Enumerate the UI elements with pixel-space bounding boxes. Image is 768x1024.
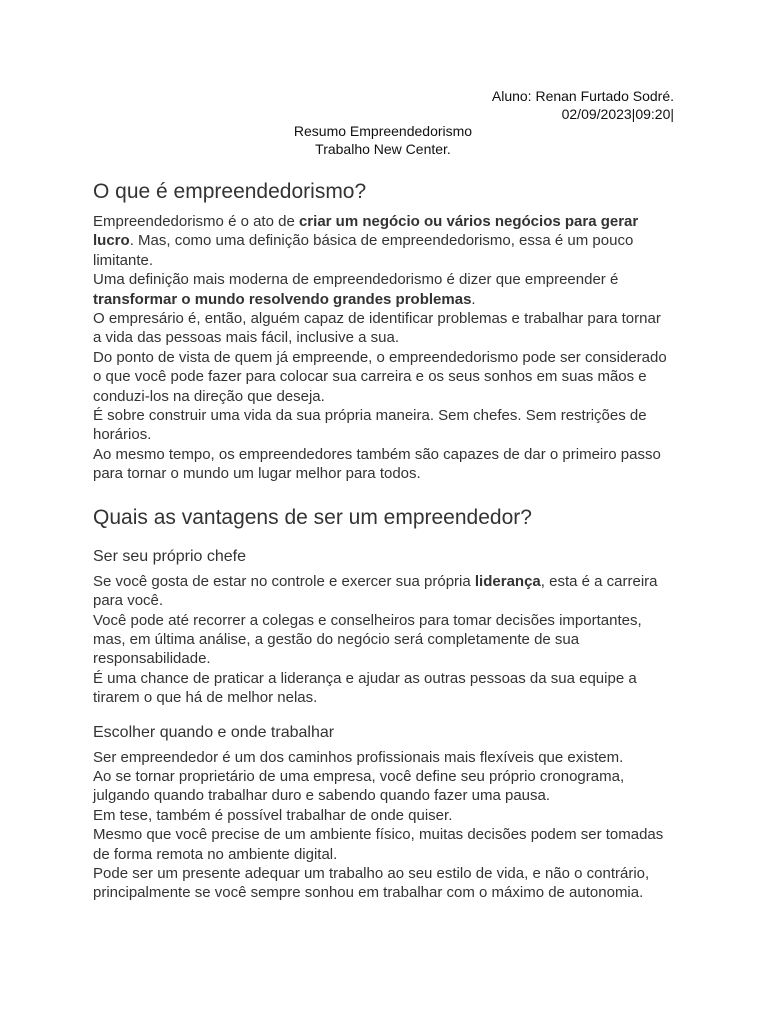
paragraph: Você pode até recorrer a colegas e conselheiros para tomar decisões importantes, mas, em última análise, a gestão do negócio será completamente de sua responsabilidade. [93,611,642,668]
text-run: . Mas, como uma definição básica de empreendedorismo, essa é um pouco limitante. [93,232,634,269]
text-run: Empreendedorismo é o ato de [93,213,299,230]
subsection-heading-when-where: Escolher quando e onde trabalhar [93,723,335,741]
document-title [0,122,766,158]
subsection-heading-own-boss: Ser seu próprio chefe [93,547,246,565]
text-run: Uma definição mais moderna de empreendedorismo é dizer que empreender é [93,271,619,289]
paragraph: É sobre construir uma vida da sua própria maneira. Sem chefes. Sem restrições de horários. [93,407,647,444]
paragraph: Pode ser um presente adequar um trabalho ao seu estilo de vida, e não o contrário, principalmente se você sempre sonhou em trabalhar com o máximo de autonomia. [93,864,650,902]
text-run: , esta é a carreira para você. [93,572,658,610]
text-run: Se você gosta de estar no controle e exercer sua própria [93,572,475,590]
bold-text: liderança [474,572,541,590]
section-heading-what-is: O que é empreendedorismo? [93,180,367,203]
paragraph [93,572,673,611]
paragraph: Ao mesmo tempo, os empreendedores também são capazes de dar o primeiro passo para tornar o mundo um lugar melhor para todos. [93,445,661,483]
paragraph: Ser empreendedor é um dos caminhos profissionais mais flexíveis que existem. [93,748,624,766]
paragraph [93,270,673,309]
paragraph: Ao se tornar proprietário de uma empresa, você define seu próprio cronograma, julgando quando trabalhar duro e sabendo quando fazer uma pausa. [93,767,625,805]
paragraph: É uma chance de praticar a liderança e ajudar as outras pessoas da sua equipe a tirarem o que há de melhor nelas. [93,669,637,707]
paragraph: Mesmo que você precise de um ambiente físico, muitas decisões podem ser tomadas de forma remota no ambiente digital. [93,826,664,863]
bold-text: criar um negócio ou vários negócios para gerar lucro [93,213,639,250]
section-heading-advantages: Quais as vantagens de ser um empreendedor? [93,505,532,529]
paragraph [93,212,673,270]
paragraph: Do ponto de vista de quem já empreende, o empreendedorismo pode ser considerado o que você pode fazer para colocar sua carreira e os seus sonhos em suas mãos e conduzi-los na direção que deseja. [93,348,667,405]
document-title-line2: Trabalho New Center. [315,141,451,157]
bold-text: transformar o mundo resolvendo grandes problemas [93,290,472,308]
student-name: Aluno: Renan Furtado Sodré. [491,88,674,104]
document-body [93,178,673,903]
paragraph: Em tese, também é possível trabalhar de onde quiser. [93,806,453,824]
document-datetime: 02/09/2023|09:20| [561,106,674,122]
document-title-line1: Resumo Empreendedorismo [293,123,473,139]
document-meta [492,87,674,123]
paragraph: O empresário é, então, alguém capaz de identificar problemas e trabalhar para tornar a vida das pessoas mais fácil, inclusive a sua. [93,310,661,347]
text-run: . [471,290,476,308]
